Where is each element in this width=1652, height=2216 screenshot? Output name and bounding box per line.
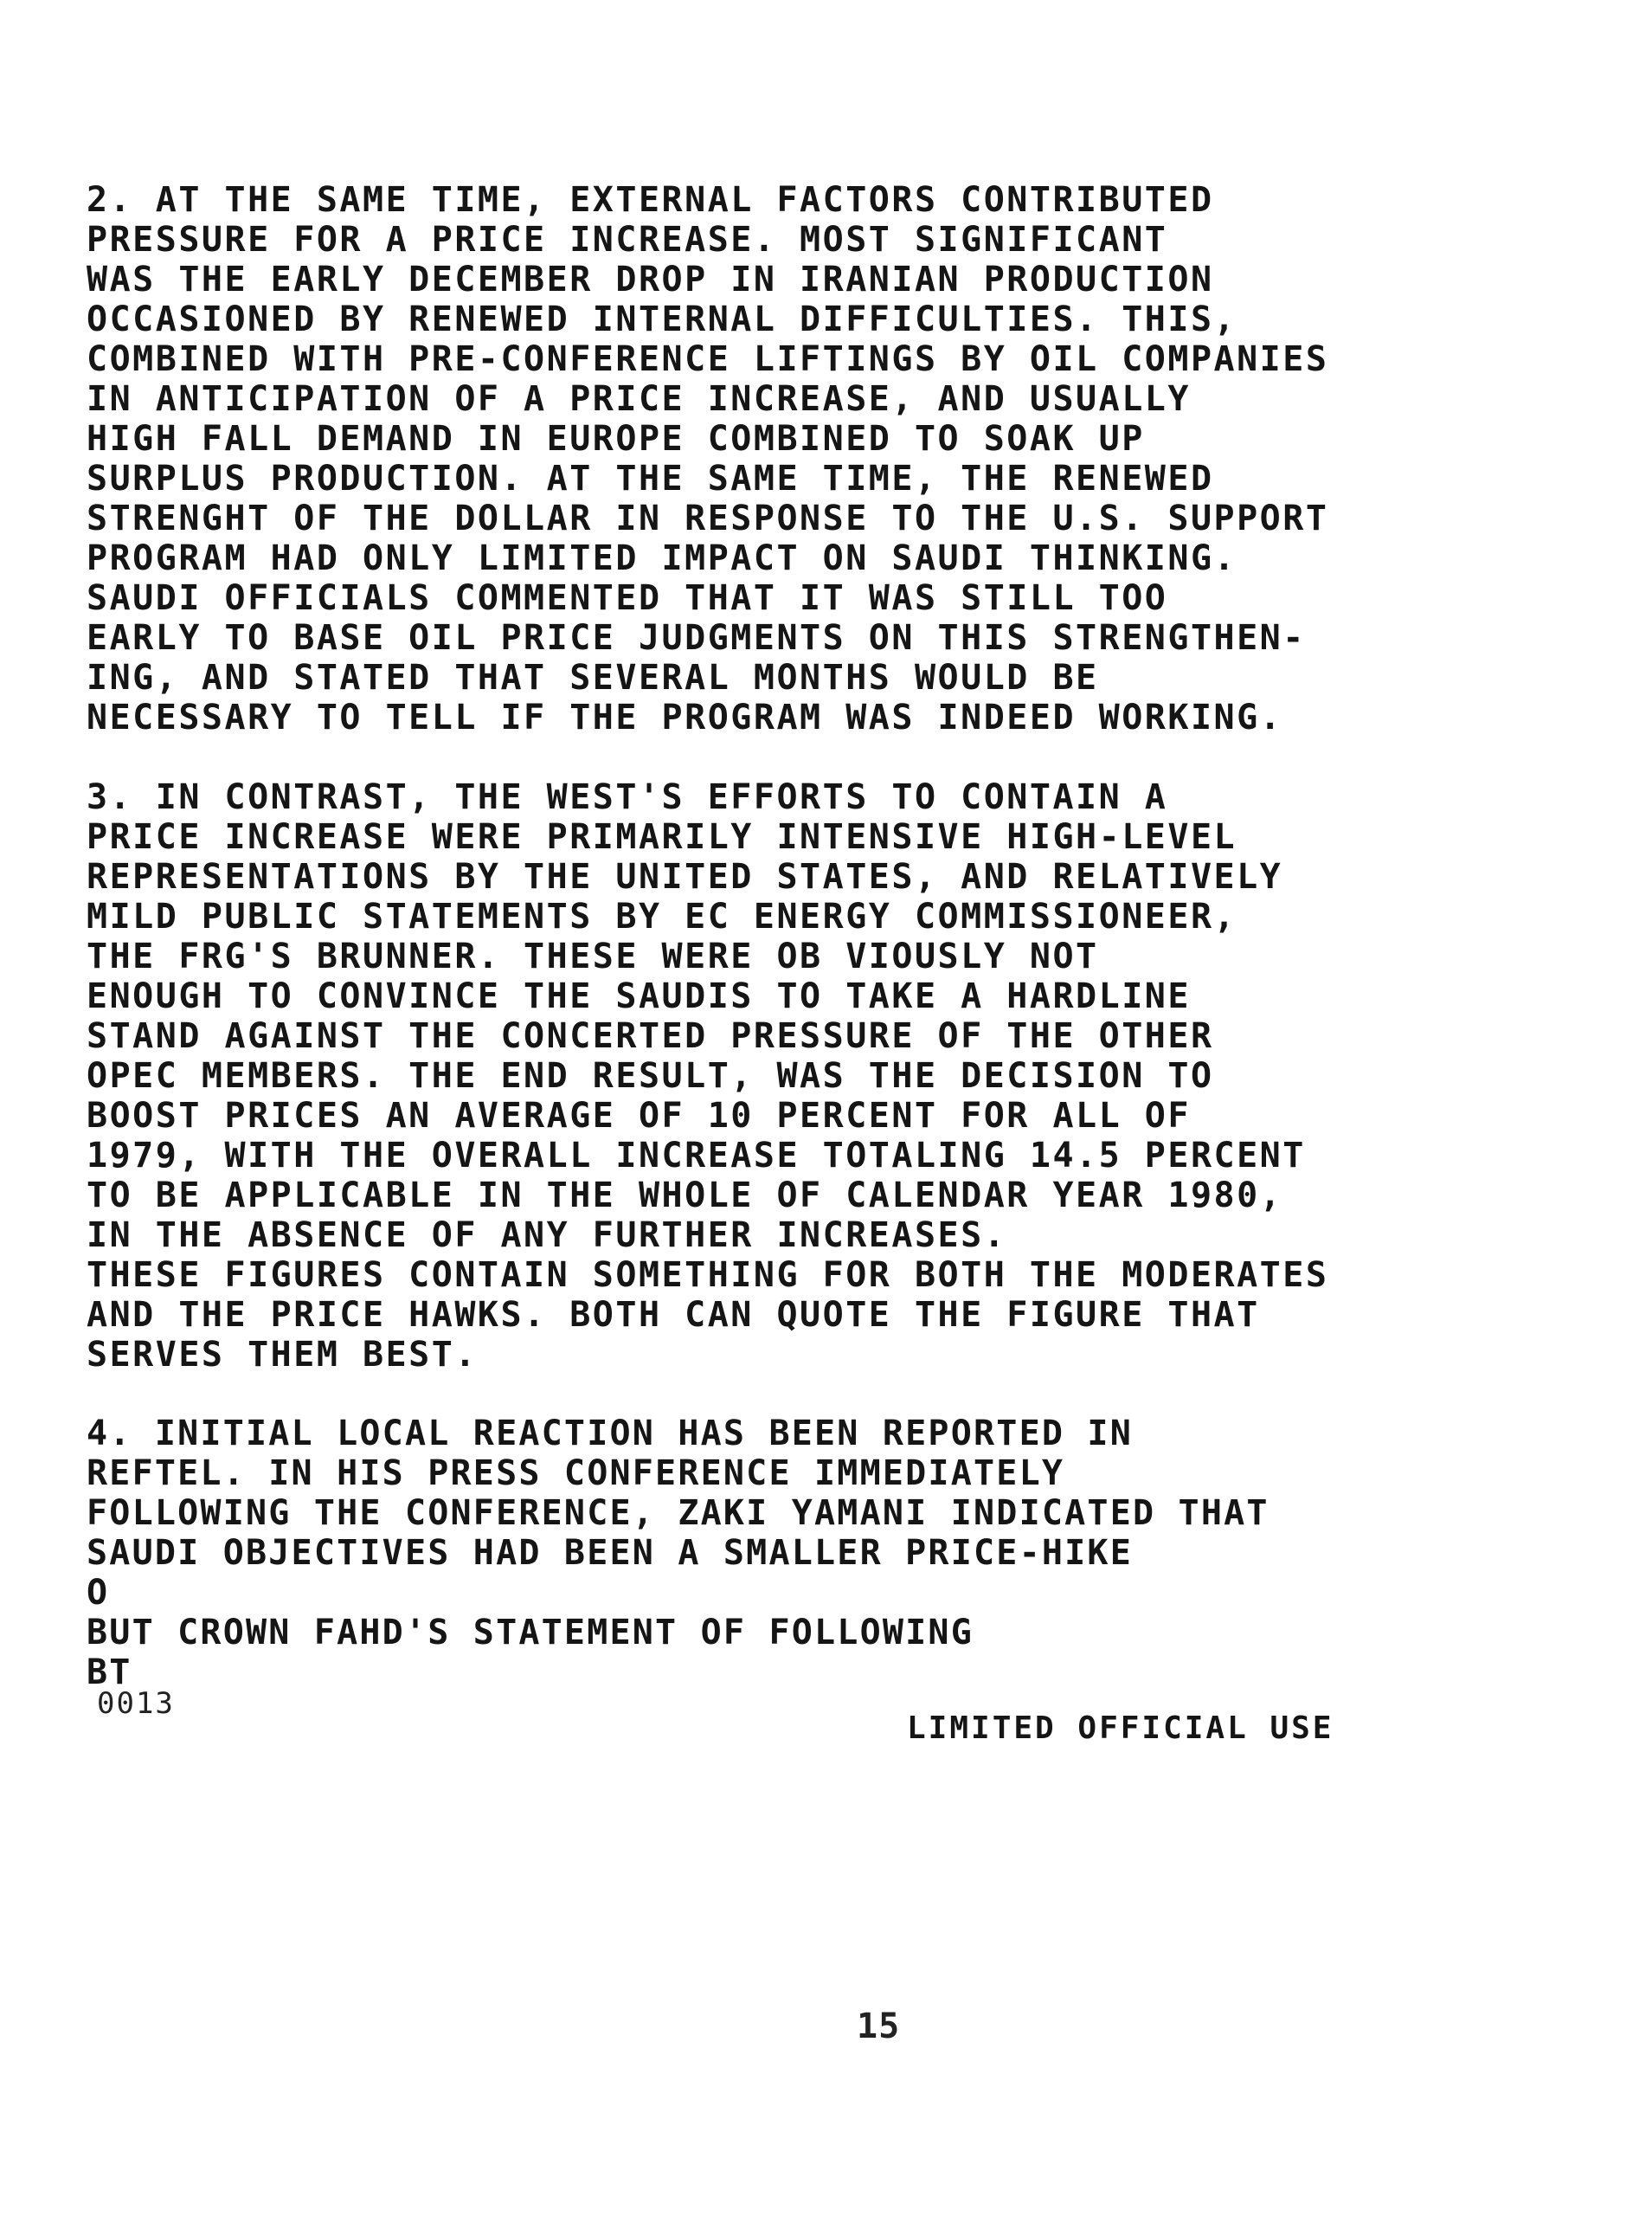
text-line: PROGRAM HAD ONLY LIMITED IMPACT ON SAUDI THINKING. — [87, 538, 1237, 578]
text-line: OPEC MEMBERS. THE END RESULT, WAS THE DECISION TO — [87, 1056, 1214, 1096]
page-number: 15 — [857, 2007, 901, 2046]
text-line: REPRESENTATIONS BY THE UNITED STATES, AND RELATIVELY — [87, 857, 1283, 897]
text-line: STRENGHT OF THE DOLLAR IN RESPONSE TO THE U.S. SUPPORT — [87, 499, 1329, 538]
text-line: SAUDI OFFICIALS COMMENTED THAT IT WAS STILL TOO — [87, 578, 1168, 618]
text-line: ENOUGH TO CONVINCE THE SAUDIS TO TAKE A HARDLINE — [87, 976, 1191, 1016]
text-line: PRESSURE FOR A PRICE INCREASE. MOST SIGNIFICANT — [87, 220, 1168, 260]
text-line: 2. AT THE SAME TIME, EXTERNAL FACTORS CONTRIBUTED — [87, 180, 1214, 220]
text-line: WAS THE EARLY DECEMBER DROP IN IRANIAN PRODUCTION — [87, 260, 1214, 300]
text-line: THE FRG'S BRUNNER. THESE WERE OB VIOUSLY NOT — [87, 937, 1099, 976]
text-line: BUT CROWN FAHD'S STATEMENT OF FOLLOWING — [87, 1613, 974, 1652]
text-line: FOLLOWING THE CONFERENCE, ZAKI YAMANI INDICATED THAT — [87, 1493, 1270, 1533]
text-line: IN THE ABSENCE OF ANY FURTHER INCREASES. — [87, 1215, 1007, 1255]
text-line: ING, AND STATED THAT SEVERAL MONTHS WOULD BE — [87, 658, 1099, 698]
text-line: MILD PUBLIC STATEMENTS BY EC ENERGY COMMISSIONEER, — [87, 897, 1237, 937]
text-line: SERVES THEM BEST. — [87, 1335, 478, 1375]
text-line: AND THE PRICE HAWKS. BOTH CAN QUOTE THE FIGURE THAT — [87, 1295, 1260, 1335]
message-code: 0013 — [97, 1686, 175, 1721]
paragraph-4 — [87, 1414, 1437, 1692]
text-line: 1979, WITH THE OVERALL INCREASE TOTALING 14.5 PERCENT — [87, 1136, 1306, 1176]
text-line: OCCASIONED BY RENEWED INTERNAL DIFFICULTIES. THIS, — [87, 300, 1237, 339]
text-line: PRICE INCREASE WERE PRIMARILY INTENSIVE HIGH-LEVEL — [87, 817, 1237, 857]
text-line: NECESSARY TO TELL IF THE PROGRAM WAS INDEED WORKING. — [87, 698, 1283, 738]
text-line: SAUDI OBJECTIVES HAD BEEN A SMALLER PRICE-HIKE — [87, 1533, 1133, 1573]
text-line: THESE FIGURES CONTAIN SOMETHING FOR BOTH THE MODERATES — [87, 1255, 1329, 1295]
text-line: 4. INITIAL LOCAL REACTION HAS BEEN REPORTED IN — [87, 1414, 1133, 1453]
text-line: BT — [87, 1652, 132, 1692]
text-line: IN ANTICIPATION OF A PRICE INCREASE, AND USUALLY — [87, 379, 1191, 419]
text-line: STAND AGAINST THE CONCERTED PRESSURE OF THE OTHER — [87, 1016, 1214, 1056]
text-line: BOOST PRICES AN AVERAGE OF 10 PERCENT FOR ALL OF — [87, 1096, 1191, 1136]
paragraph-2 — [87, 180, 1437, 738]
text-line: SURPLUS PRODUCTION. AT THE SAME TIME, THE RENEWED — [87, 459, 1214, 499]
text-line: TO BE APPLICABLE IN THE WHOLE OF CALENDAR YEAR 1980, — [87, 1176, 1283, 1215]
text-line: 3. IN CONTRAST, THE WEST'S EFFORTS TO CONTAIN A — [87, 777, 1168, 817]
text-line: HIGH FALL DEMAND IN EUROPE COMBINED TO SOAK UP — [87, 419, 1145, 459]
text-line: EARLY TO BASE OIL PRICE JUDGMENTS ON THIS STRENGTHEN- — [87, 618, 1306, 658]
text-line: COMBINED WITH PRE-CONFERENCE LIFTINGS BY OIL COMPANIES — [87, 339, 1329, 379]
classification-marking: LIMITED OFFICIAL USE — [907, 1710, 1334, 1746]
paragraph-3 — [87, 777, 1437, 1375]
text-line: O — [87, 1573, 110, 1613]
text-line: REFTEL. IN HIS PRESS CONFERENCE IMMEDIATELY — [87, 1453, 1065, 1493]
